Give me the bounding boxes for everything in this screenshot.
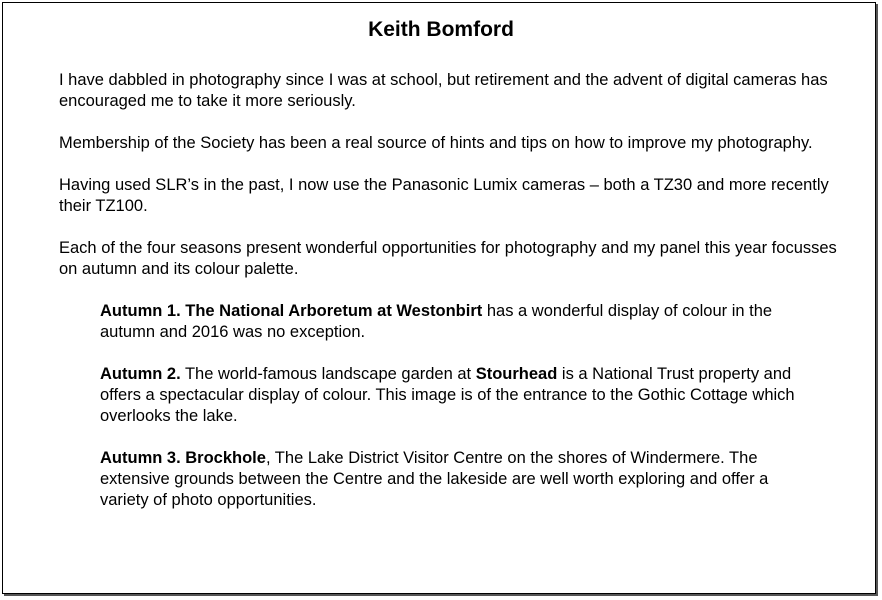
autumn-item-2: [100, 364, 800, 427]
autumn-item-2-text-a: The world-famous landscape garden at: [180, 365, 476, 383]
paragraph-intro: I have dabbled in photography since I was at school, but retirement and the advent of digital cameras has encouraged me to take it more seriously.: [59, 71, 828, 110]
autumn-item-3-text: , The Lake District Visitor Centre on the shores of Windermere. The extensive grounds between the Centre and the lakeside are well worth exploring and offer a variety of photo opportunities.: [100, 449, 769, 509]
autumn-item-2-place: Stourhead: [475, 365, 558, 383]
paragraph-seasons: Each of the four seasons present wonderful opportunities for photography and my panel this year focusses on autumn and its colour palette.: [59, 239, 837, 278]
page-title: Keith Bomford: [368, 18, 514, 41]
autumn-item-2-text-b: is a National Trust property and offers a spectacular display of colour. This image is of the entrance to the Gothic Cottage which overlooks the lake.: [100, 365, 795, 425]
paragraph-membership: Membership of the Society has been a real source of hints and tips on how to improve my photography.: [59, 134, 813, 152]
document-body: [59, 70, 859, 532]
autumn-item-1-text: has a wonderful display of colour in the autumn and 2016 was no exception.: [100, 302, 773, 341]
autumn-item-3-label: Autumn 3. Brockhole: [100, 449, 266, 467]
autumn-item-3: [100, 448, 800, 511]
autumn-item-2-label: Autumn 2.: [100, 365, 181, 383]
autumn-item-1-label: Autumn 1. The National Arboretum at Westonbirt: [100, 302, 483, 320]
paragraph-cameras: Having used SLR’s in the past, I now use the Panasonic Lumix cameras – both a TZ30 and more recently their TZ100.: [59, 176, 829, 215]
autumn-item-1: [100, 301, 800, 343]
